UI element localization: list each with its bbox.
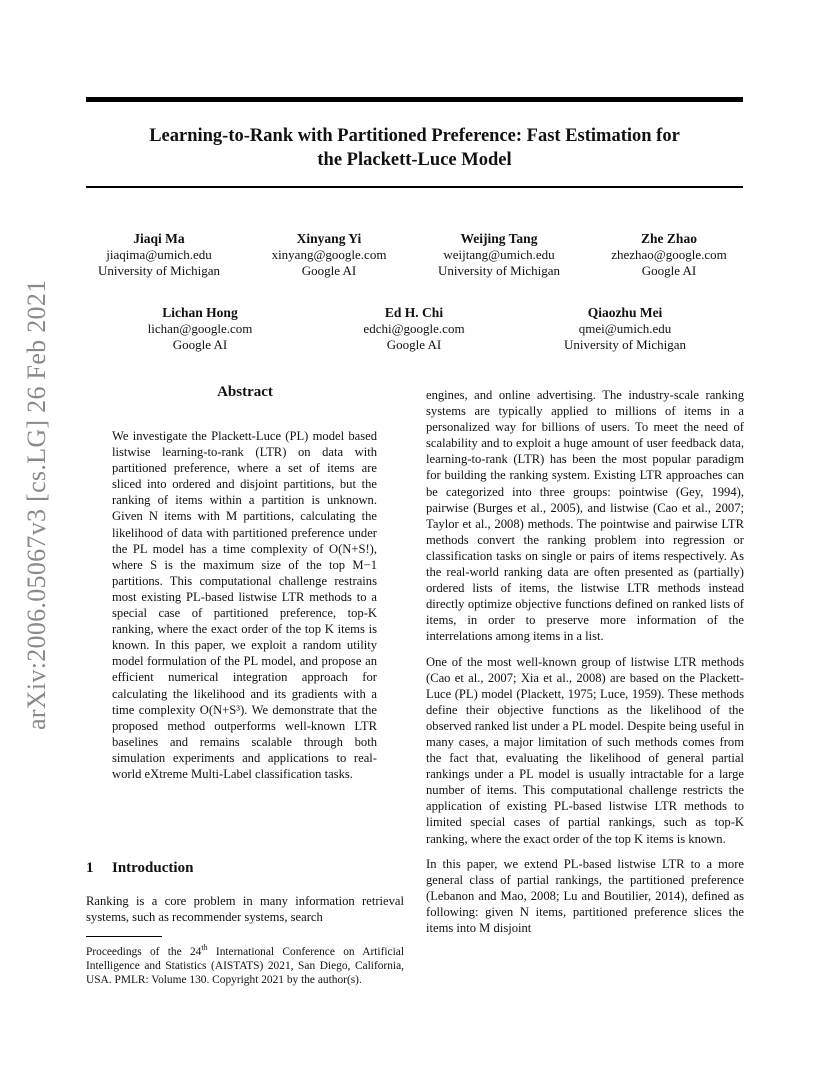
author-block: [120, 305, 280, 353]
abstract-heading: Abstract: [217, 384, 273, 400]
author-affiliation: University of Michigan: [97, 263, 221, 278]
author-affiliation: University of Michigan: [437, 263, 561, 278]
author-name: Jiaqi Ma: [133, 231, 185, 246]
paragraph: engines, and online advertising. The industry-scale ranking systems are typically applied to millions of items in a personalized way for billions of users. To meet the need of scalability and to exploit a huge amount of user feedback data, learning-to-rank (LTR) has been the most popular paradigm for building the ranking system. Existing LTR approaches can be categorized into three groups: pointwise (Gey, 1994), pairwise (Burges et al., 2005), and listwise (Cao et al., 2007; Taylor et al., 2008) methods. The pointwise and pairwise LTR methods convert the ranking problem into regression or classification tasks on single or pairs of items respectively. As the real-world ranking data are often presented as (partially) ordered lists of items, the listwise LTR methods instead directly optimize objective functions defined on ranked lists of items, in order to preserve more information of the interrelations among items in a list.: [426, 388, 744, 644]
title-top-rule: [86, 97, 743, 102]
footnote-post: International Conference on Artificial Intelligence and Statistics (AISTATS) 2021, San Diego, California, USA. PMLR: Volume 130. Copyright 2021 by the author(s).: [86, 945, 404, 987]
author-block: [80, 231, 238, 279]
author-name: Weijing Tang: [460, 231, 538, 246]
author-affiliation: University of Michigan: [563, 337, 687, 352]
paper-title: [86, 124, 743, 172]
paragraph: One of the most well-known group of listwise LTR methods (Cao et al., 2007; Xia et al., 2008) are based on the Plackett-Luce (PL) model (Plackett, 1975; Luce, 1959). These methods define their objective functions as the likelihood of the observed ranked list under a PL model. Despite being useful in many cases, a major limitation of such methods comes from the fact that, evaluating the likelihood of general partial rankings under a PL model is usually intractable for a large number of items. This computational challenge restricts the application of existing PL-based listwise LTR methods to limited special cases of partial rankings, such as top-K ranking, where the exact order of the top K items is known.: [426, 654, 744, 846]
author-affiliation: Google AI: [301, 263, 357, 278]
author-affiliation: Google AI: [641, 263, 697, 278]
author-block: [334, 305, 494, 353]
author-email: qmei@umich.edu: [578, 321, 672, 336]
section-title: Introduction: [112, 860, 194, 876]
author-email: jiaqima@umich.edu: [106, 247, 212, 262]
title-bottom-rule: [86, 186, 743, 188]
author-email: weijtang@umich.edu: [443, 247, 555, 262]
footnote-pre: Proceedings of the 24: [86, 945, 202, 958]
author-name: Lichan Hong: [162, 305, 238, 320]
author-name: Zhe Zhao: [641, 231, 697, 246]
arxiv-identifier: arXiv:2006.05067v3 [cs.LG] 26 Feb 2021: [22, 279, 51, 730]
title-line-2: the Plackett-Luce Model: [317, 150, 512, 170]
author-block: [250, 231, 408, 279]
section-heading: [86, 860, 193, 877]
author-affiliation: Google AI: [386, 337, 442, 352]
author-block: [420, 231, 578, 279]
section-number: 1: [86, 860, 94, 876]
footnote-sup: th: [201, 943, 208, 952]
author-email: lichan@google.com: [147, 321, 253, 336]
author-block: [590, 231, 748, 279]
footnote: [86, 941, 404, 987]
author-name: Xinyang Yi: [296, 231, 362, 246]
paragraph: In this paper, we extend PL-based listwise LTR to a more general class of partial rankings, the partitioned preference (Lebanon and Mao, 2008; Lu and Boutilier, 2014), defined as following: given N items, partitioned preference slices the items into M disjoint: [426, 856, 744, 935]
footnote-rule: [86, 936, 162, 937]
author-email: xinyang@google.com: [271, 247, 387, 262]
author-affiliation: Google AI: [172, 337, 228, 352]
introduction-text: Ranking is a core problem in many information retrieval systems, such as recommender systems, search: [86, 894, 404, 925]
right-column: [426, 387, 744, 945]
abstract-text: We investigate the Plackett-Luce (PL) model based listwise learning-to-rank (LTR) on data with partitioned preference, where a set of items are sliced into ordered and disjoint partitions, but the ranking of items within a partition is unknown. Given N items with M partitions, calculating the likelihood of data with partitioned preference under the PL model has a time complexity of O(N+S!), where S is the maximum size of the top M−1 partitions. This computational challenge restrains most existing PL-based listwise LTR methods to a special case of partitioned preference, top-K ranking, where the exact order of the top K items is known. In this paper, we exploit a random utility model formulation of the PL model, and propose an efficient numerical integration approach for calculating the likelihood and its gradients with a time complexity O(N+S³). We demonstrate that the proposed method outperforms well-known LTR baselines and remains scalable through both simulation experiments and applications to real-world eXtreme Multi-Label classification tasks.: [112, 429, 377, 781]
author-email: zhezhao@google.com: [611, 247, 727, 262]
author-block: [545, 305, 705, 353]
title-line-1: Learning-to-Rank with Partitioned Preference: Fast Estimation for: [149, 126, 680, 146]
author-name: Ed H. Chi: [384, 305, 444, 320]
author-name: Qiaozhu Mei: [587, 305, 663, 320]
author-email: edchi@google.com: [363, 321, 465, 336]
